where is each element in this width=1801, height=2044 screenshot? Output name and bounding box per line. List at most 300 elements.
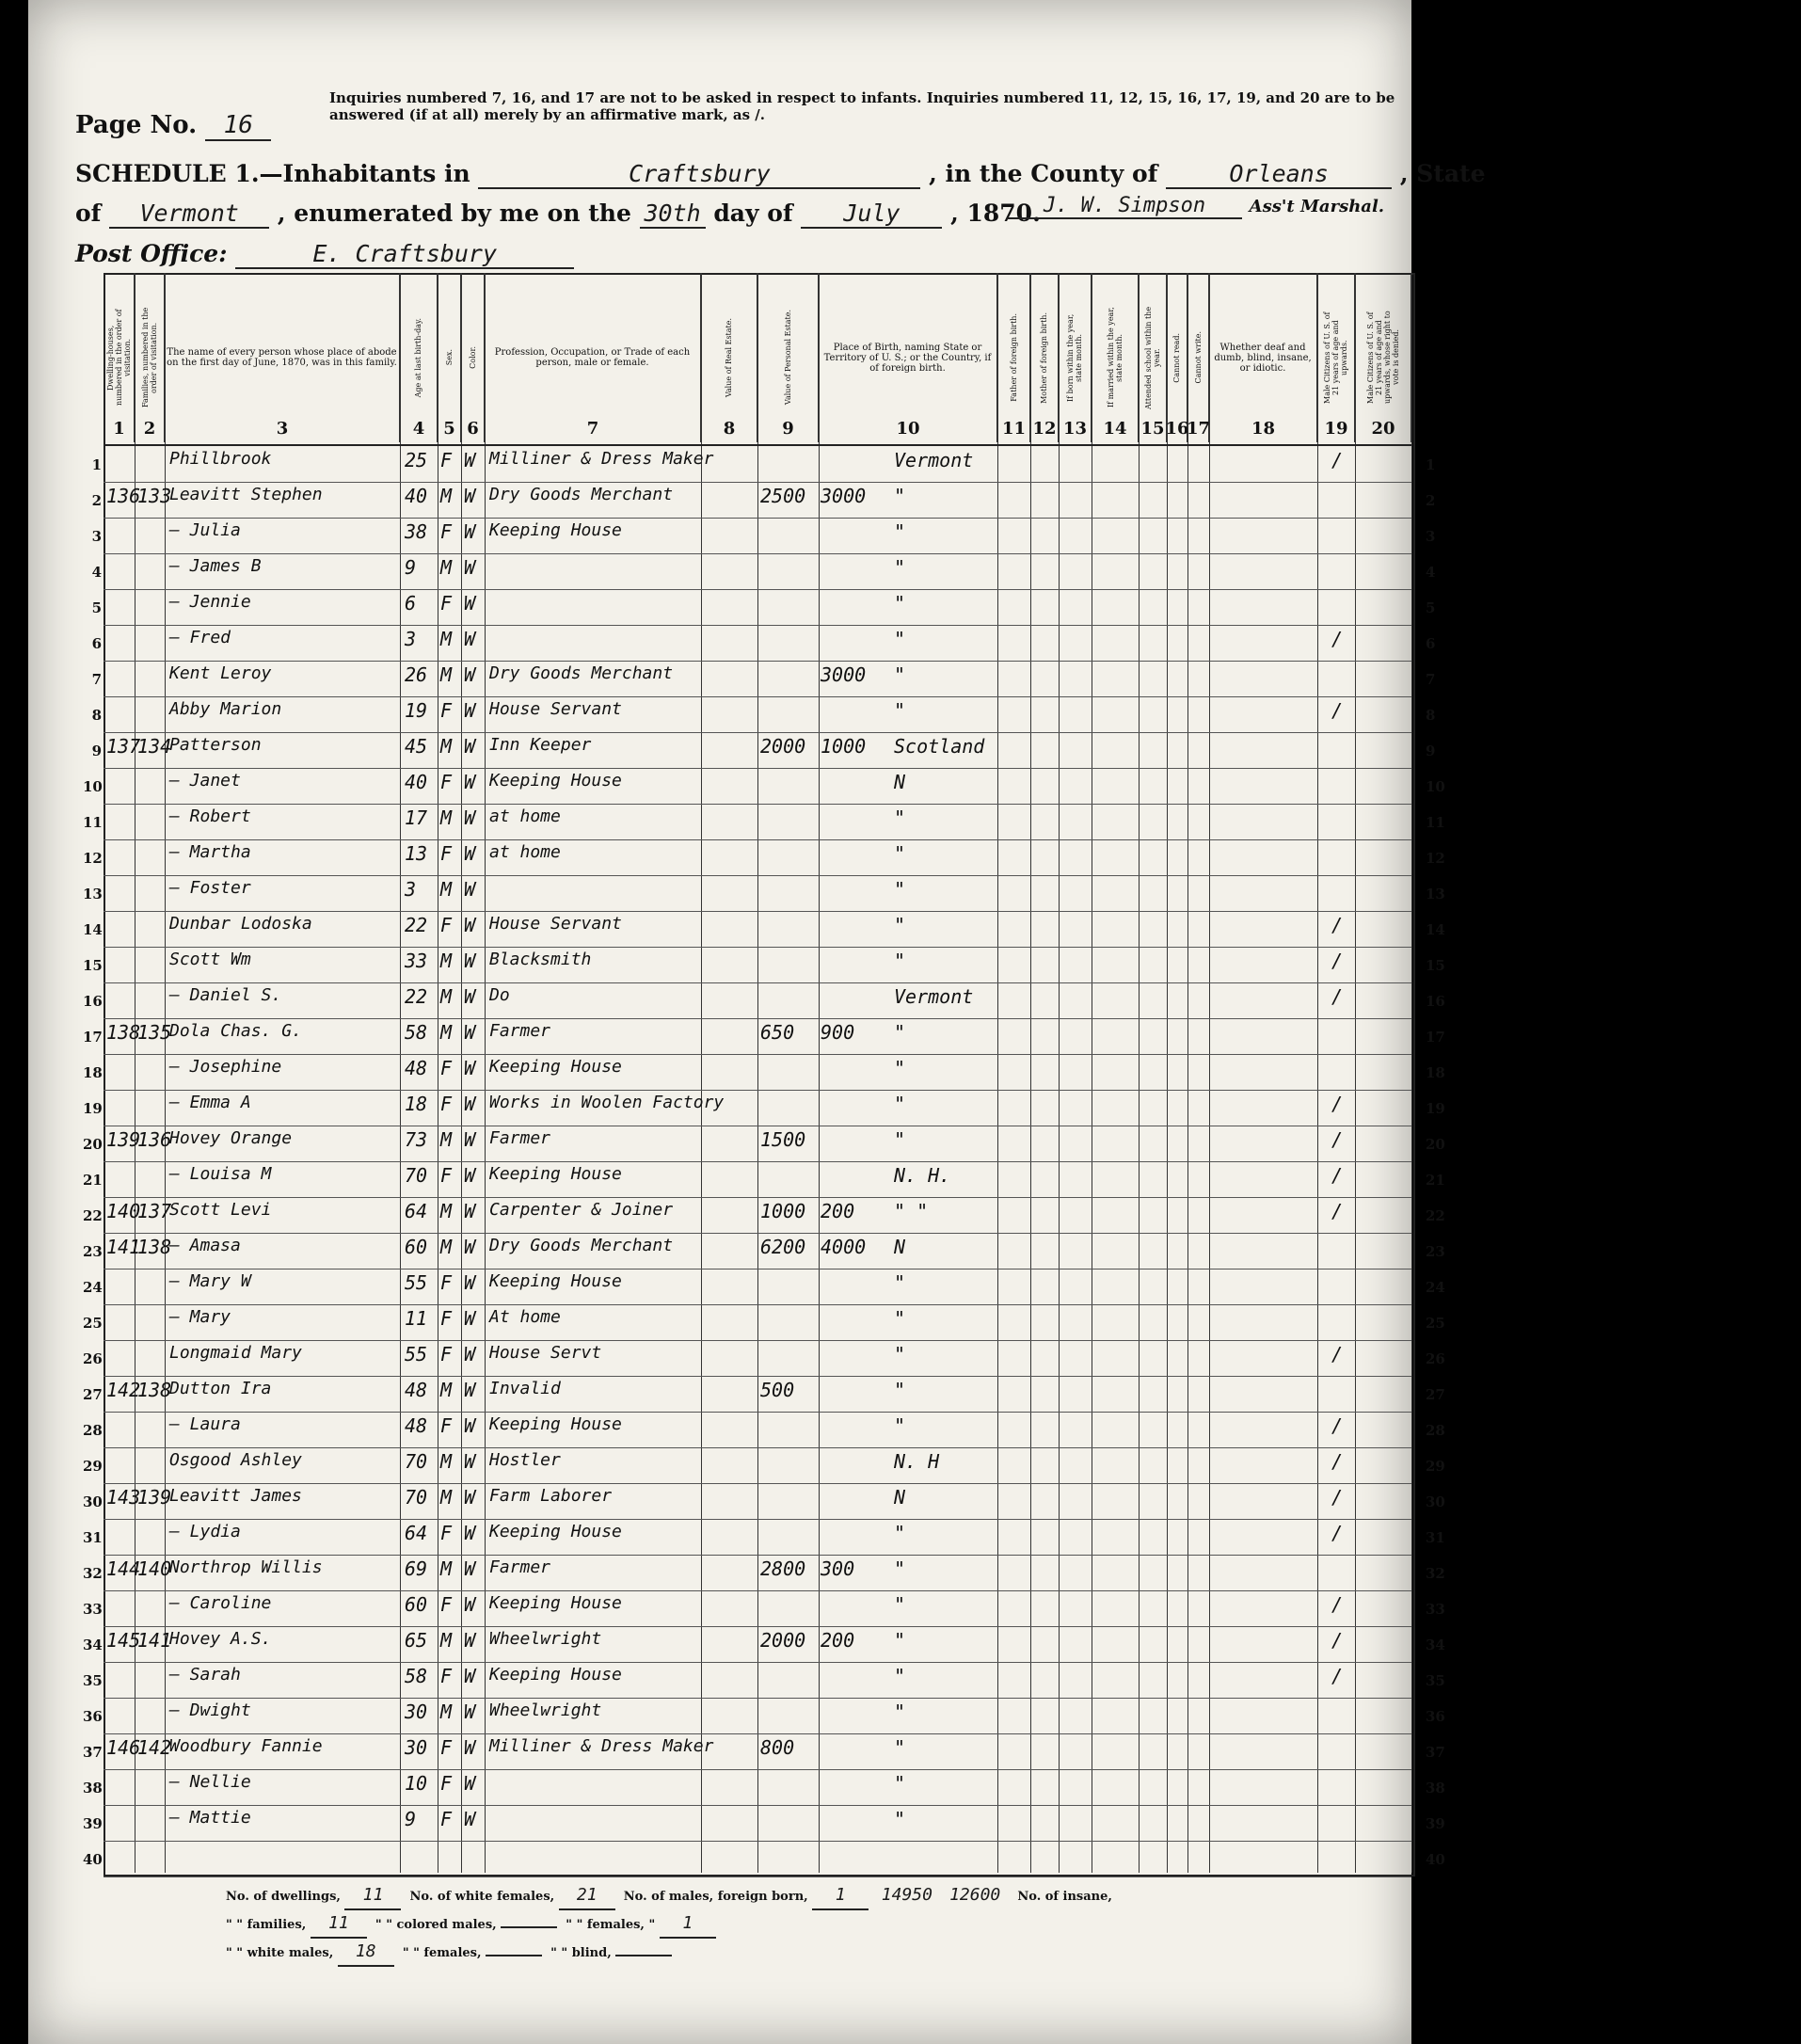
dwelling-number: [106, 449, 135, 477]
family-number: [137, 1665, 164, 1693]
line-number-right: 21: [1426, 1172, 1445, 1189]
sex: F: [440, 1271, 453, 1294]
person-name: — Lydia: [169, 1522, 241, 1541]
citizen-mark: /: [1331, 1593, 1344, 1616]
sex: M: [440, 1128, 453, 1151]
real-estate-value: [760, 985, 819, 1014]
age: 3: [405, 878, 417, 901]
citizen-mark: /: [1331, 1164, 1344, 1187]
white-females-label: No. of white females,: [409, 1890, 555, 1904]
line-number-left: 36: [83, 1708, 103, 1725]
column-number: 4: [412, 419, 425, 439]
dwelling-number: [106, 628, 135, 656]
person-name: — Julia: [169, 520, 241, 540]
family-number: 140: [137, 1557, 172, 1580]
occupation: House Servant: [489, 914, 622, 934]
personal-estate-value: 900: [821, 1021, 855, 1044]
color: W: [464, 1593, 476, 1616]
person-name: — Daniel S.: [169, 985, 282, 1005]
dwelling-number: 142: [106, 1379, 141, 1401]
personal-estate-value: [821, 1414, 879, 1443]
color: W: [464, 771, 476, 793]
table-row: [104, 1484, 1411, 1520]
person-name: — James B: [169, 556, 262, 576]
family-number: [137, 699, 164, 727]
family-number: [137, 1414, 164, 1443]
line-number-left: 29: [83, 1458, 103, 1475]
place-of-birth: ": [894, 1629, 906, 1652]
family-number: [137, 1522, 164, 1550]
header-rule: [104, 444, 1411, 446]
column-number: 17: [1186, 419, 1211, 439]
real-estate-value: 800: [760, 1736, 795, 1759]
color: W: [464, 485, 476, 507]
occupation: Works in Woolen Factory: [489, 1093, 725, 1112]
citizen-mark: [1331, 1307, 1355, 1335]
personal-estate-value: [821, 1128, 879, 1157]
column-header-4: [400, 273, 438, 442]
line-number-right: 13: [1426, 886, 1445, 902]
enumerated-label: , enumerated by me on the: [277, 200, 631, 227]
line-number-left: 17: [83, 1029, 103, 1046]
table-row: [104, 1663, 1411, 1699]
post-office-line: [75, 240, 574, 269]
line-number-right: 39: [1426, 1815, 1445, 1832]
line-number-right: 27: [1426, 1386, 1445, 1403]
sex: F: [440, 1307, 453, 1330]
dwelling-number: [106, 1307, 135, 1335]
dwelling-number: [106, 699, 135, 727]
person-name: Dola Chas. G.: [169, 1021, 302, 1041]
personal-estate-value: [821, 1379, 879, 1407]
citizen-mark: [1331, 842, 1355, 870]
citizen-mark: /: [1331, 1414, 1344, 1437]
table-row: [104, 447, 1411, 483]
occupation: Invalid: [489, 1379, 561, 1398]
real-estate-value: 2800: [760, 1557, 806, 1580]
real-estate-value: [760, 806, 819, 835]
real-estate-value: [760, 663, 819, 692]
family-number: [137, 1844, 164, 1872]
place-of-birth: ": [894, 878, 906, 901]
dwellings-label: No. of dwellings,: [226, 1890, 341, 1904]
line-number-left: 19: [83, 1100, 103, 1117]
table-row: [104, 1591, 1411, 1627]
line-number-right: 12: [1426, 850, 1445, 867]
color: W: [464, 1057, 476, 1079]
personal-estate-value: [821, 1665, 879, 1693]
column-header-label: Male Citizens of U. S. of 21 years of age and upwards.: [1323, 311, 1348, 404]
citizen-mark: [1331, 592, 1355, 620]
dwelling-number: [106, 878, 135, 906]
person-name: Scott Levi: [169, 1200, 272, 1220]
color: W: [464, 914, 476, 936]
sex: F: [440, 592, 453, 615]
line-number-right: 32: [1426, 1565, 1445, 1582]
citizen-mark: /: [1331, 1128, 1344, 1151]
real-estate-value: [760, 1522, 819, 1550]
person-name: — Mary: [169, 1307, 231, 1327]
blind-count: [615, 1955, 672, 1956]
place-of-birth: ": [894, 1379, 906, 1401]
family-number: 134: [137, 735, 172, 758]
age: 45: [405, 735, 428, 758]
of-label: of: [75, 200, 102, 227]
color: W: [464, 1093, 476, 1115]
occupation: Farm Laborer: [489, 1486, 613, 1506]
family-number: [137, 1808, 164, 1836]
dwelling-number: 138: [106, 1021, 141, 1044]
place-of-birth: ": [894, 842, 906, 865]
citizen-mark: [1331, 485, 1355, 513]
line-number-right: 38: [1426, 1780, 1445, 1796]
column-header-18: [1209, 273, 1317, 442]
column-number: 14: [1103, 419, 1127, 439]
person-name: Scott Wm: [169, 950, 251, 969]
table-row: [104, 1842, 1411, 1877]
line-number-left: 1: [91, 456, 102, 473]
dwelling-number: 143: [106, 1486, 141, 1509]
color: W: [464, 1164, 476, 1187]
citizen-mark: /: [1331, 1629, 1344, 1652]
citizen-mark: /: [1331, 1093, 1344, 1115]
person-name: [169, 1844, 395, 1872]
personal-estate-value: [821, 592, 879, 620]
dwelling-number: [106, 592, 135, 620]
column-number: 19: [1324, 419, 1348, 439]
dwelling-number: [106, 985, 135, 1014]
person-name: Woodbury Fannie: [169, 1736, 323, 1756]
sex: M: [440, 1557, 453, 1580]
column-header-label: Value of Real Estate.: [725, 317, 733, 398]
table-row: [104, 733, 1411, 769]
citizen-mark: /: [1331, 985, 1344, 1008]
place-of-birth: ": [894, 914, 906, 936]
personal-estate-value: [821, 842, 879, 870]
real-estate-value: 1000: [760, 1200, 806, 1222]
dwelling-number: 137: [106, 735, 141, 758]
table-row: [104, 876, 1411, 912]
line-number-left: 20: [83, 1136, 103, 1153]
column-header-label: Father of foreign birth.: [1009, 313, 1018, 402]
sex: F: [440, 1414, 453, 1437]
person-name: Hovey Orange: [169, 1128, 293, 1148]
table-row: [104, 1091, 1411, 1126]
personal-estate-value: [821, 1271, 879, 1300]
table-row: [104, 1270, 1411, 1305]
real-estate-value: [760, 520, 819, 549]
age: 22: [405, 985, 428, 1008]
dwelling-number: [106, 663, 135, 692]
page-summary: [226, 1882, 1112, 1967]
column-header-19: [1317, 273, 1355, 442]
column-number: 12: [1032, 419, 1057, 439]
personal-estate-value: [821, 1772, 879, 1800]
column-header-16: [1167, 273, 1187, 442]
person-name: — Louisa M: [169, 1164, 272, 1184]
dwelling-number: [106, 1522, 135, 1550]
family-number: [137, 628, 164, 656]
place-of-birth: ": [894, 1736, 906, 1759]
person-name: Northrop Willis: [169, 1557, 323, 1577]
place-of-birth: ": [894, 1414, 906, 1437]
real-estate-value: [760, 1414, 819, 1443]
real-estate-value: [760, 556, 819, 584]
family-number: 142: [137, 1736, 172, 1759]
sex: F: [440, 842, 453, 865]
color: W: [464, 628, 476, 650]
citizen-mark: [1331, 735, 1355, 763]
age: 9: [405, 556, 417, 579]
color: W: [464, 1128, 476, 1151]
personal-estate-value: [821, 699, 879, 727]
dwelling-number: [106, 1343, 135, 1371]
occupation: Keeping House: [489, 1665, 622, 1685]
table-row: [104, 1627, 1411, 1663]
total-real-estate: 14950: [881, 1885, 932, 1905]
citizen-mark: /: [1331, 628, 1344, 650]
families-label: " " families,: [226, 1918, 307, 1932]
sex: M: [440, 1200, 453, 1222]
real-estate-value: [760, 1271, 819, 1300]
age: 64: [405, 1200, 428, 1222]
color: W: [464, 1772, 476, 1795]
citizen-mark: [1331, 771, 1355, 799]
line-number-right: 18: [1426, 1064, 1445, 1081]
personal-estate-value: 200: [821, 1200, 855, 1222]
line-number-right: 1: [1426, 456, 1436, 473]
column-header-label: Color.: [468, 346, 477, 369]
color: W: [464, 1271, 476, 1294]
citizen-mark: [1331, 1557, 1355, 1586]
dwelling-number: [106, 914, 135, 942]
occupation: at home: [489, 806, 561, 826]
line-number-left: 11: [83, 814, 103, 831]
column-header-label: Whether deaf and dumb, blind, insane, or idiotic.: [1214, 342, 1312, 374]
column-number: 15: [1140, 419, 1165, 439]
line-number-right: 16: [1426, 993, 1445, 1010]
occupation: Keeping House: [489, 1414, 622, 1434]
real-estate-value: 2000: [760, 1629, 806, 1652]
personal-estate-value: [821, 806, 879, 835]
personal-estate-value: [821, 1307, 879, 1335]
place-of-birth: N: [894, 1486, 906, 1509]
dwelling-number: [106, 1701, 135, 1729]
dwelling-number: [106, 1808, 135, 1836]
line-number-left: 12: [83, 850, 103, 867]
line-number-left: 5: [91, 599, 102, 616]
family-number: [137, 878, 164, 906]
color: W: [464, 1343, 476, 1365]
page-label: Page No.: [75, 111, 198, 139]
place-of-birth: Vermont: [894, 449, 974, 471]
family-number: [137, 1164, 164, 1192]
citizen-mark: [1331, 806, 1355, 835]
place-of-birth: " ": [894, 1200, 929, 1222]
real-estate-value: [760, 592, 819, 620]
sex: F: [440, 1522, 453, 1544]
line-number-left: 30: [83, 1493, 103, 1510]
citizen-mark: [1331, 1271, 1355, 1300]
citizen-mark: /: [1331, 914, 1344, 936]
citizen-mark: [1331, 1808, 1355, 1836]
place-of-birth: ": [894, 1593, 906, 1616]
table-row: [104, 1770, 1411, 1806]
color: W: [464, 1736, 476, 1759]
citizen-mark: [1331, 556, 1355, 584]
occupation: [489, 1772, 701, 1800]
citizen-mark: [1331, 1736, 1355, 1765]
age: 70: [405, 1450, 428, 1473]
color: W: [464, 449, 476, 471]
sex: F: [440, 914, 453, 936]
color: [464, 1844, 485, 1872]
dwelling-number: [106, 1057, 135, 1085]
sex: F: [440, 449, 453, 471]
column-number: 1: [113, 419, 125, 439]
color: W: [464, 556, 476, 579]
month: July: [801, 200, 942, 229]
column-header-8: [701, 273, 757, 442]
table-row: [104, 1556, 1411, 1591]
column-number: 13: [1062, 419, 1088, 439]
occupation: [489, 878, 701, 906]
color: W: [464, 1557, 476, 1580]
person-name: Phillbrook: [169, 449, 272, 469]
real-estate-value: [760, 878, 819, 906]
dwelling-number: 136: [106, 485, 141, 507]
table-row: [104, 626, 1411, 662]
age: 58: [405, 1021, 428, 1044]
line-number-right: 3: [1426, 528, 1436, 545]
post-office-label: Post Office:: [75, 240, 228, 267]
column-header-label: If born within the year, state month.: [1066, 313, 1083, 402]
personal-estate-value: [821, 1808, 879, 1836]
person-name: Osgood Ashley: [169, 1450, 302, 1470]
sex: F: [440, 1736, 453, 1759]
line-number-right: 22: [1426, 1207, 1445, 1224]
column-number: 20: [1371, 419, 1395, 439]
column-header-label: Mother of foreign birth.: [1040, 311, 1048, 404]
line-number-left: 22: [83, 1207, 103, 1224]
age: 48: [405, 1379, 428, 1401]
family-number: [137, 985, 164, 1014]
color: W: [464, 985, 476, 1008]
place-of-birth: ": [894, 699, 906, 722]
place-of-birth: ": [894, 1021, 906, 1044]
place-of-birth: N: [894, 1236, 906, 1258]
personal-estate-value: 3000: [821, 485, 867, 507]
personal-estate-value: [821, 1093, 879, 1121]
personal-estate-value: 1000: [821, 735, 867, 758]
age: 18: [405, 1093, 428, 1115]
place-of-birth: ": [894, 1057, 906, 1079]
line-number-left: 23: [83, 1243, 103, 1260]
sex: F: [440, 1665, 453, 1687]
page-number-line: [75, 111, 271, 141]
occupation: Farmer: [489, 1128, 551, 1148]
occupation: [489, 556, 701, 584]
occupation: [489, 1808, 701, 1836]
dwelling-number: [106, 771, 135, 799]
person-name: — Mattie: [169, 1808, 251, 1828]
sex: F: [440, 1343, 453, 1365]
age: 60: [405, 1236, 428, 1258]
column-header-11: [997, 273, 1030, 442]
dwelling-number: 144: [106, 1557, 141, 1580]
schedule-line: [75, 160, 1486, 189]
color: W: [464, 1307, 476, 1330]
column-rule: [1411, 273, 1412, 1873]
family-number: [137, 520, 164, 549]
person-name: — Foster: [169, 878, 251, 898]
color: W: [464, 1665, 476, 1687]
line-number-left: 25: [83, 1315, 103, 1332]
column-header-7: [485, 273, 701, 442]
table-row: [104, 1234, 1411, 1270]
personal-estate-value: [821, 771, 879, 799]
colored-females-count: [486, 1955, 542, 1956]
line-number-right: 9: [1426, 743, 1436, 759]
place-of-birth: ": [894, 485, 906, 507]
place-of-birth: N: [894, 771, 906, 793]
person-name: Longmaid Mary: [169, 1343, 302, 1363]
person-name: — Dwight: [169, 1701, 251, 1720]
table-row: [104, 554, 1411, 590]
color: W: [464, 1629, 476, 1652]
occupation: Keeping House: [489, 520, 622, 540]
line-number-left: 8: [91, 707, 102, 724]
column-header-label: The name of every person whose place of abode on the first day of June, 1870, was in this family.: [167, 347, 397, 368]
personal-estate-value: [821, 985, 879, 1014]
age: 40: [405, 771, 428, 793]
family-number: [137, 556, 164, 584]
column-number: 10: [896, 419, 920, 439]
real-estate-value: [760, 1093, 819, 1121]
marshal-line: [1007, 193, 1384, 219]
family-number: [137, 1057, 164, 1085]
place-of-birth: ": [894, 1271, 906, 1294]
occupation: Milliner & Dress Maker: [489, 1736, 714, 1756]
real-estate-value: [760, 1343, 819, 1371]
table-row: [104, 1198, 1411, 1234]
colored-females-label: " " females,: [402, 1946, 482, 1960]
dwelling-number: [106, 950, 135, 978]
occupation: [489, 628, 701, 656]
place-of-birth: ": [894, 1772, 906, 1795]
line-number-right: 15: [1426, 957, 1445, 974]
place-of-birth: N. H.: [894, 1164, 951, 1187]
place-of-birth: ": [894, 1343, 906, 1365]
family-number: [137, 663, 164, 692]
family-number: [137, 1701, 164, 1729]
real-estate-value: [760, 699, 819, 727]
color: W: [464, 1414, 476, 1437]
family-number: [137, 1772, 164, 1800]
color: W: [464, 1236, 476, 1258]
real-estate-value: [760, 1808, 819, 1836]
real-estate-value: [760, 950, 819, 978]
occupation: Farmer: [489, 1021, 551, 1041]
table-row: [104, 1162, 1411, 1198]
line-number-left: 33: [83, 1601, 103, 1618]
males-foreign-count: 1: [812, 1882, 869, 1910]
place-of-birth: ": [894, 1307, 906, 1330]
person-name: — Laura: [169, 1414, 241, 1434]
table-row: [104, 1377, 1411, 1413]
real-estate-value: [760, 771, 819, 799]
line-number-left: 31: [83, 1529, 103, 1546]
